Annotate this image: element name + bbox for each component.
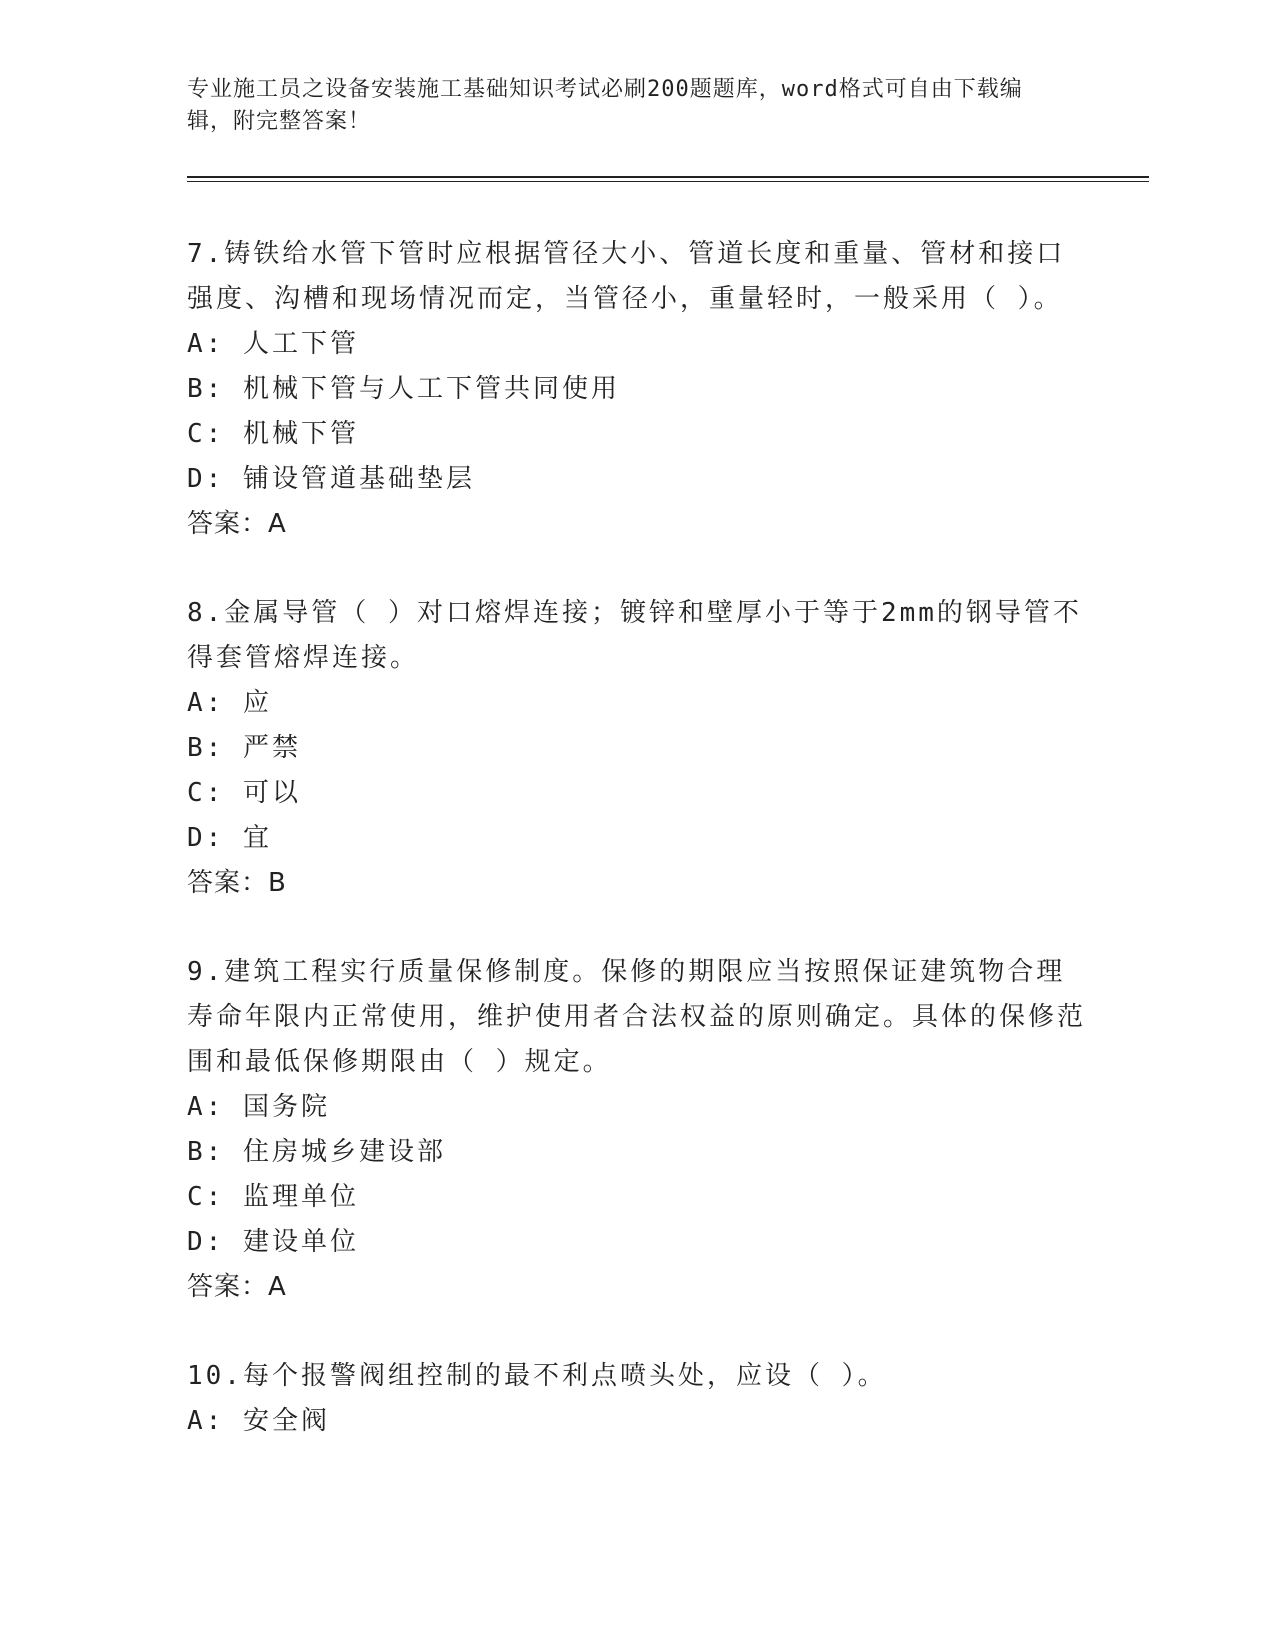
option-a: A: 人工下管	[187, 329, 359, 359]
question-8	[187, 591, 1087, 906]
header-divider-thin	[187, 181, 1149, 182]
question-stem: 7.铸铁给水管下管时应根据管径大小、管道长度和重量、管材和接口强度、沟槽和现场情况而定，当管径小，重量轻时，一般采用（ ）。	[187, 239, 1066, 314]
question-list	[187, 232, 1087, 1488]
option-b: B: 机械下管与人工下管共同使用	[187, 374, 620, 404]
header-divider-thick	[187, 176, 1149, 178]
question-stem: 9.建筑工程实行质量保修制度。保修的期限应当按照保证建筑物合理寿命年限内正常使用，维护使用者合法权益的原则确定。具体的保修范围和最低保修期限由（ ）规定。	[187, 957, 1087, 1077]
question-7	[187, 232, 1087, 547]
option-d: D: 宜	[187, 823, 272, 853]
option-a: A: 国务院	[187, 1092, 330, 1122]
option-b: B: 住房城乡建设部	[187, 1137, 446, 1167]
option-c: C: 可以	[187, 778, 301, 808]
answer-line: 答案：B	[187, 868, 287, 898]
document-header: 专业施工员之设备安装施工基础知识考试必刷200题题库，word格式可自由下载编辑，附完整答案！	[187, 77, 1023, 134]
option-d: D: 铺设管道基础垫层	[187, 464, 475, 494]
question-9	[187, 950, 1087, 1310]
answer-line: 答案：A	[187, 1272, 287, 1302]
option-c: C: 监理单位	[187, 1182, 359, 1212]
option-c: C: 机械下管	[187, 419, 359, 449]
option-a: A: 安全阀	[187, 1406, 330, 1436]
option-d: D: 建设单位	[187, 1227, 359, 1257]
question-10	[187, 1354, 1087, 1444]
question-stem: 8.金属导管（ ）对口熔焊连接；镀锌和壁厚小于等于2mm的钢导管不得套管熔焊连接。	[187, 598, 1082, 673]
question-stem: 10.每个报警阀组控制的最不利点喷头处，应设（ ）。	[187, 1361, 887, 1391]
option-a: A: 应	[187, 688, 272, 718]
option-b: B: 严禁	[187, 733, 301, 763]
answer-line: 答案：A	[187, 509, 287, 539]
